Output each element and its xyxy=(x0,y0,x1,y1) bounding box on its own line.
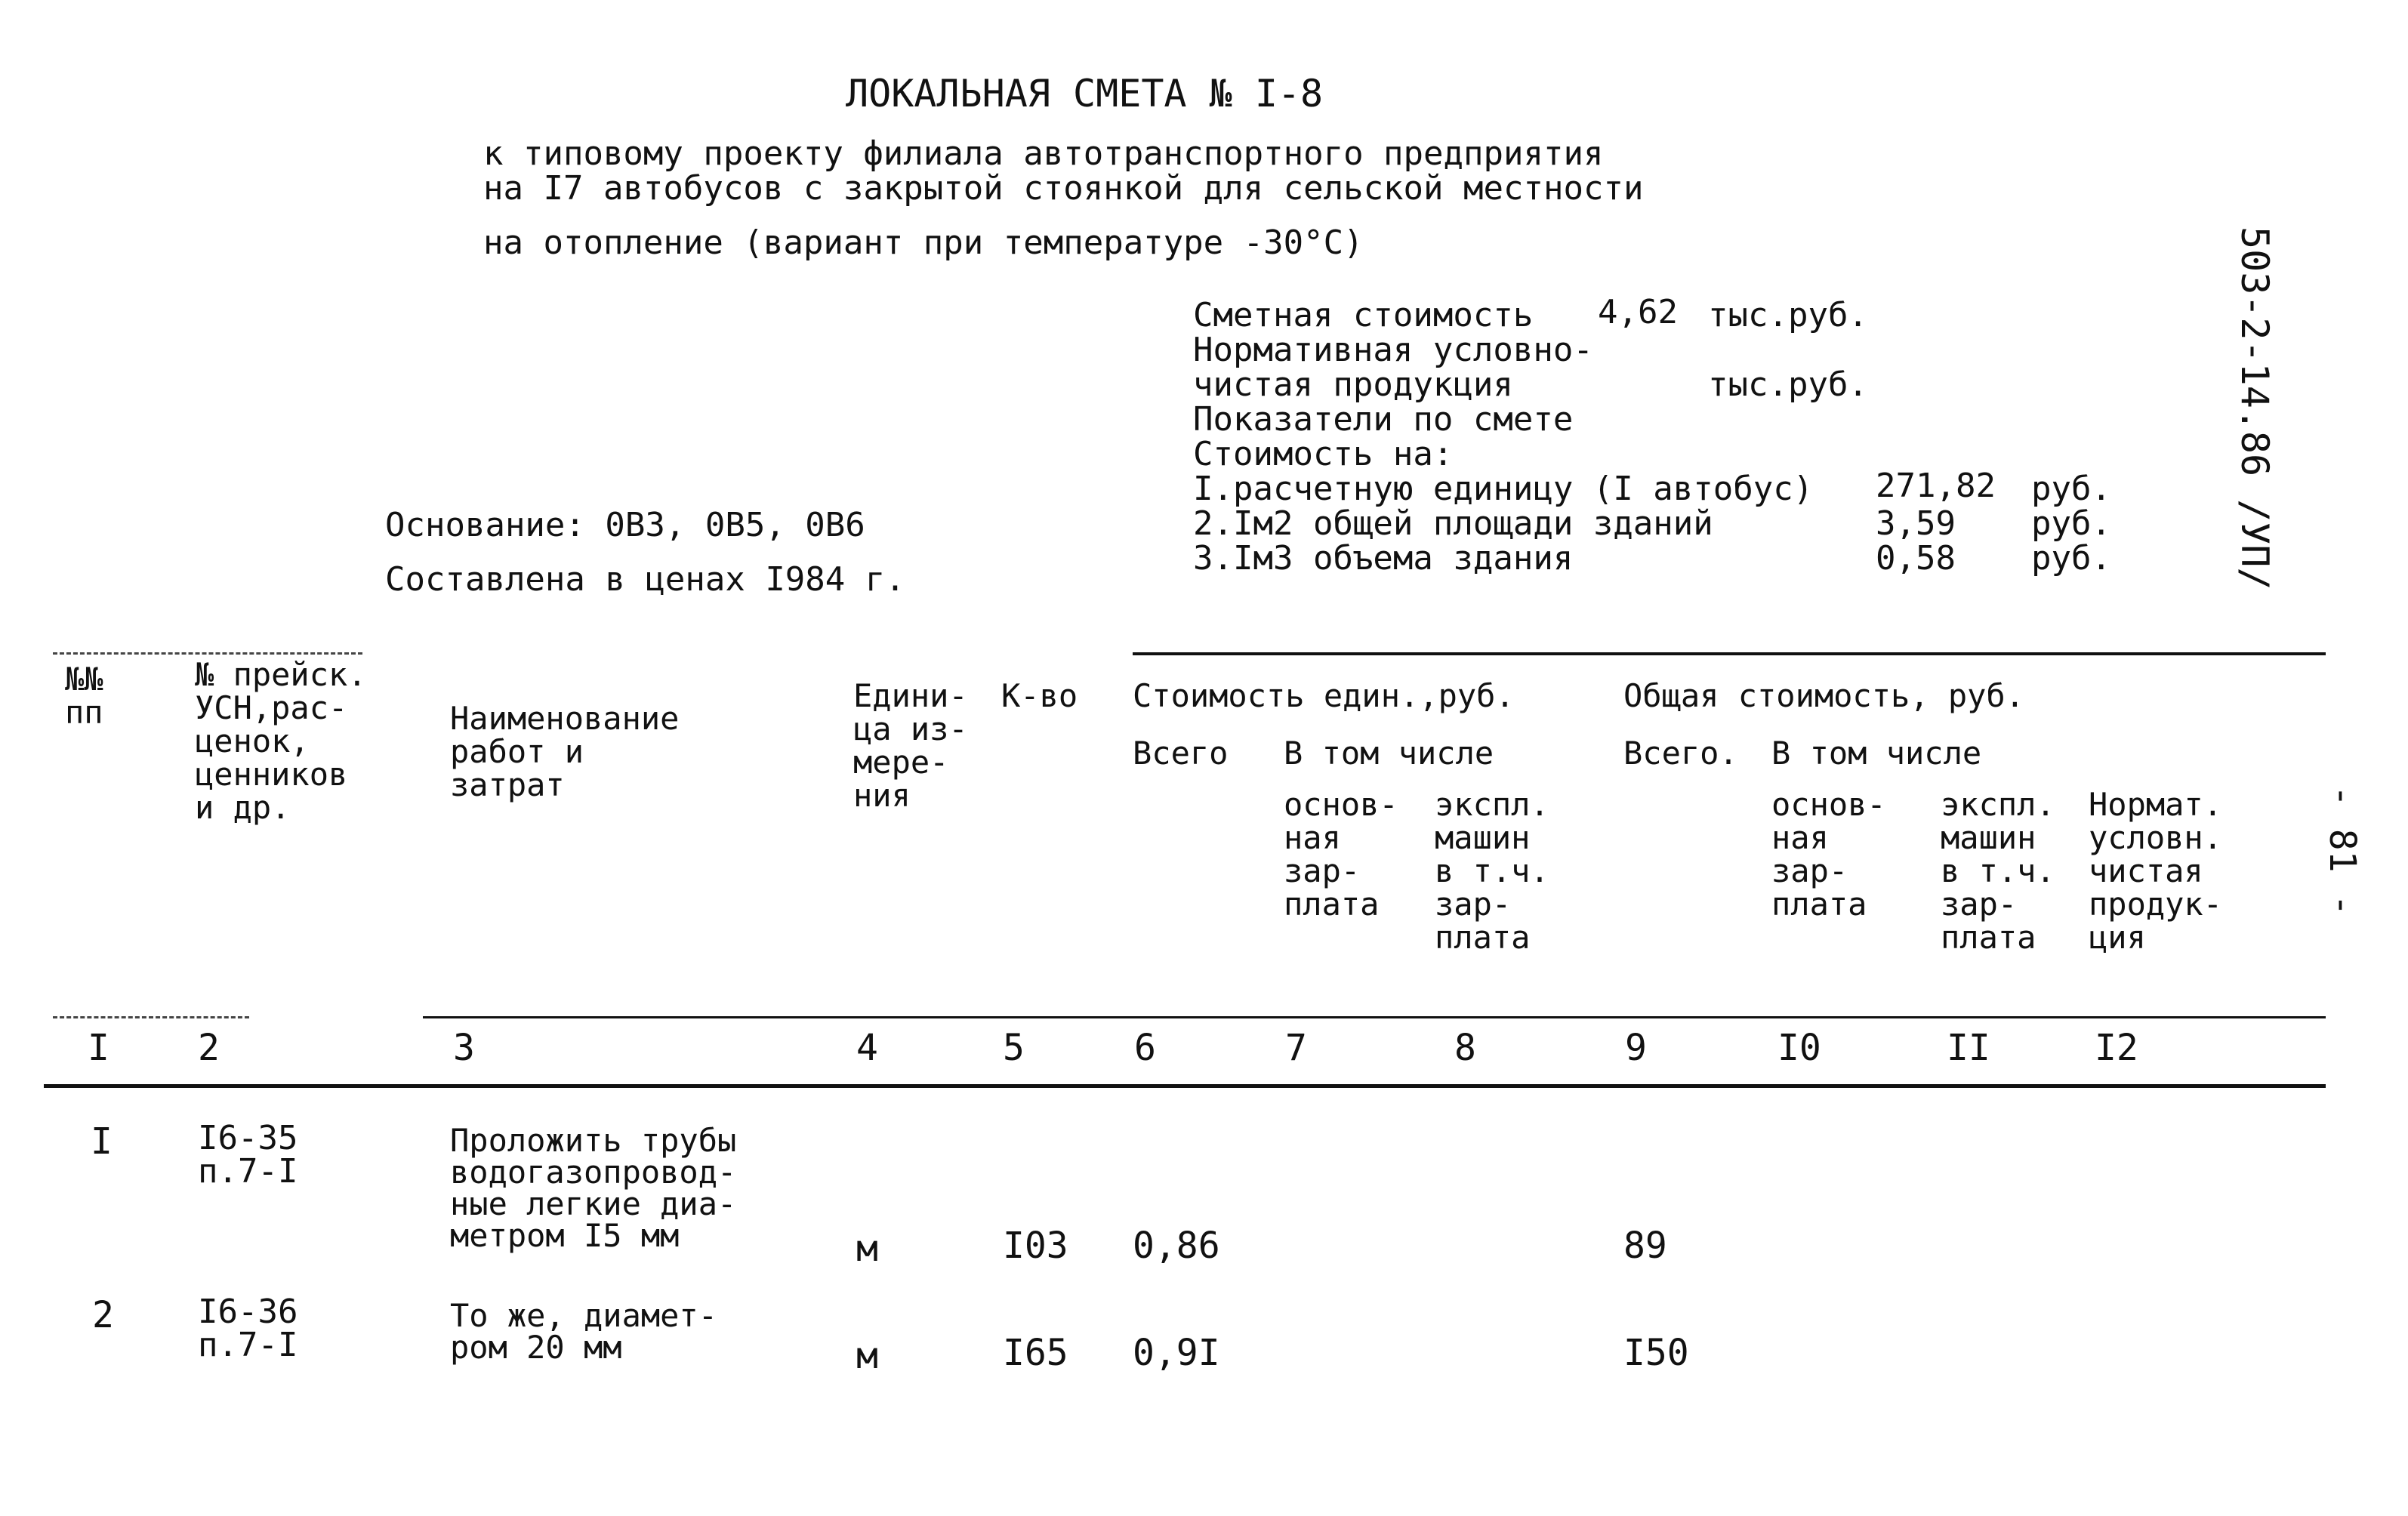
cost-on-label: Стоимость на: xyxy=(1193,435,1454,473)
header-work-name: Наименование работ и затрат xyxy=(450,700,680,803)
header-unit-including: В том числе xyxy=(1284,735,1494,772)
normative-unit: тыс.руб. xyxy=(1708,365,1868,404)
subtitle-line-1: к типовому проекту филиала автотранспортного предприятия xyxy=(483,134,1604,173)
column-numbers-bottom-line xyxy=(44,1084,2326,1088)
column-number-7: 7 xyxy=(1285,1027,1307,1069)
row-1-code: I6-35 п.7-I xyxy=(198,1119,298,1191)
indicator-3-label: 3.Iм3 объема здания xyxy=(1193,539,1574,578)
indicator-3-unit: руб. xyxy=(2031,539,2111,578)
header-row-number: №№ пп xyxy=(65,661,103,731)
header-total-norm: Нормат. условн. чистая продук- ция xyxy=(2089,786,2223,956)
subtitle-line-3: на отопление (вариант при температуре -30°С) xyxy=(483,223,1364,262)
document-code: 503-2-14.86 /УП/ xyxy=(2233,226,2277,590)
indicator-1-unit: руб. xyxy=(2031,470,2111,508)
indicator-3-value: 0,58 xyxy=(1876,539,1956,578)
indicator-2-label: 2.Iм2 общей площади зданий xyxy=(1193,504,1713,543)
row-1-total: 89 xyxy=(1623,1225,1667,1267)
header-unit-wage: основ- ная зар- плата xyxy=(1284,786,1398,923)
subtitle-line-2: на I7 автобусов с закрытой стоянкой для сельской местности xyxy=(483,169,1644,208)
column-numbers-top-line xyxy=(423,1016,2326,1018)
header-quantity: К-во xyxy=(1001,677,1078,714)
header-unit-cost-group: Стоимость един.,руб. xyxy=(1133,677,1515,714)
row-2-code: I6-36 п.7-I xyxy=(198,1293,298,1364)
prices-text: Составлена в ценах I984 г. xyxy=(385,560,905,599)
column-number-2: 2 xyxy=(198,1027,220,1069)
row-1-name: Проложить трубы водогазопровод- ные легкие диа- метром I5 мм xyxy=(450,1122,737,1254)
estimated-cost-value: 4,62 xyxy=(1598,293,1678,331)
row-2-name: То же, диамет- ром 20 мм xyxy=(450,1297,718,1366)
estimated-cost-unit: тыс.руб. xyxy=(1708,296,1868,334)
column-number-10: I0 xyxy=(1777,1027,1821,1069)
row-2-total: I50 xyxy=(1623,1332,1689,1374)
column-number-3: 3 xyxy=(453,1027,475,1069)
column-number-1: I xyxy=(88,1027,109,1069)
header-unit-machine: экспл. машин в т.ч. зар- плата xyxy=(1435,786,1549,956)
header-total-cost-group: Общая стоимость, руб. xyxy=(1623,677,2025,714)
column-number-4: 4 xyxy=(856,1027,878,1069)
column-number-6: 6 xyxy=(1134,1027,1156,1069)
row-1-unit: м xyxy=(856,1228,878,1270)
column-number-9: 9 xyxy=(1625,1027,1647,1069)
header-total-wage: основ- ная зар- плата xyxy=(1771,786,1886,923)
estimated-cost-label: Сметная стоимость xyxy=(1193,296,1534,334)
table-top-dashed-line xyxy=(53,652,362,655)
row-2-number: 2 xyxy=(92,1294,114,1336)
column-numbers-top-dashed-line xyxy=(53,1016,249,1018)
document-title: ЛОКАЛЬНАЯ СМЕТА № I-8 xyxy=(846,72,1324,116)
column-number-12: I2 xyxy=(2095,1027,2138,1069)
row-2-quantity: I65 xyxy=(1003,1332,1068,1374)
indicator-1-value: 271,82 xyxy=(1876,467,1996,505)
basis-text: Основание: 0В3, 0В5, 0В6 xyxy=(385,506,865,544)
column-number-8: 8 xyxy=(1454,1027,1476,1069)
column-number-5: 5 xyxy=(1003,1027,1025,1069)
indicators-label: Показатели по смете xyxy=(1193,400,1574,439)
header-total-machine: экспл. машин в т.ч. зар- плата xyxy=(1941,786,2055,956)
row-2-unit-price: 0,9I xyxy=(1133,1332,1220,1374)
normative-label-2: чистая продукция xyxy=(1193,365,1513,404)
column-number-11: II xyxy=(1947,1027,1990,1069)
table-top-line xyxy=(1133,652,2326,655)
normative-label-1: Нормативная условно- xyxy=(1193,331,1593,369)
row-1-unit-price: 0,86 xyxy=(1133,1225,1220,1267)
indicator-2-value: 3,59 xyxy=(1876,504,1956,543)
page-number: - 81 - xyxy=(2321,785,2363,917)
row-1-number: I xyxy=(91,1120,113,1163)
row-2-unit: м xyxy=(856,1335,878,1377)
indicator-1-label: I.расчетную единицу (I автобус) xyxy=(1193,470,1814,508)
header-total-including: В том числе xyxy=(1771,735,1982,772)
indicator-2-unit: руб. xyxy=(2031,504,2111,543)
header-total-total: Всего. xyxy=(1623,735,1738,772)
header-unit-total: Всего xyxy=(1133,735,1229,772)
header-unit: Едини- ца из- мере- ния xyxy=(853,677,968,814)
header-price-code: № прейск. УСН,рас- ценок, ценников и др. xyxy=(195,656,367,826)
row-1-quantity: I03 xyxy=(1003,1225,1068,1267)
